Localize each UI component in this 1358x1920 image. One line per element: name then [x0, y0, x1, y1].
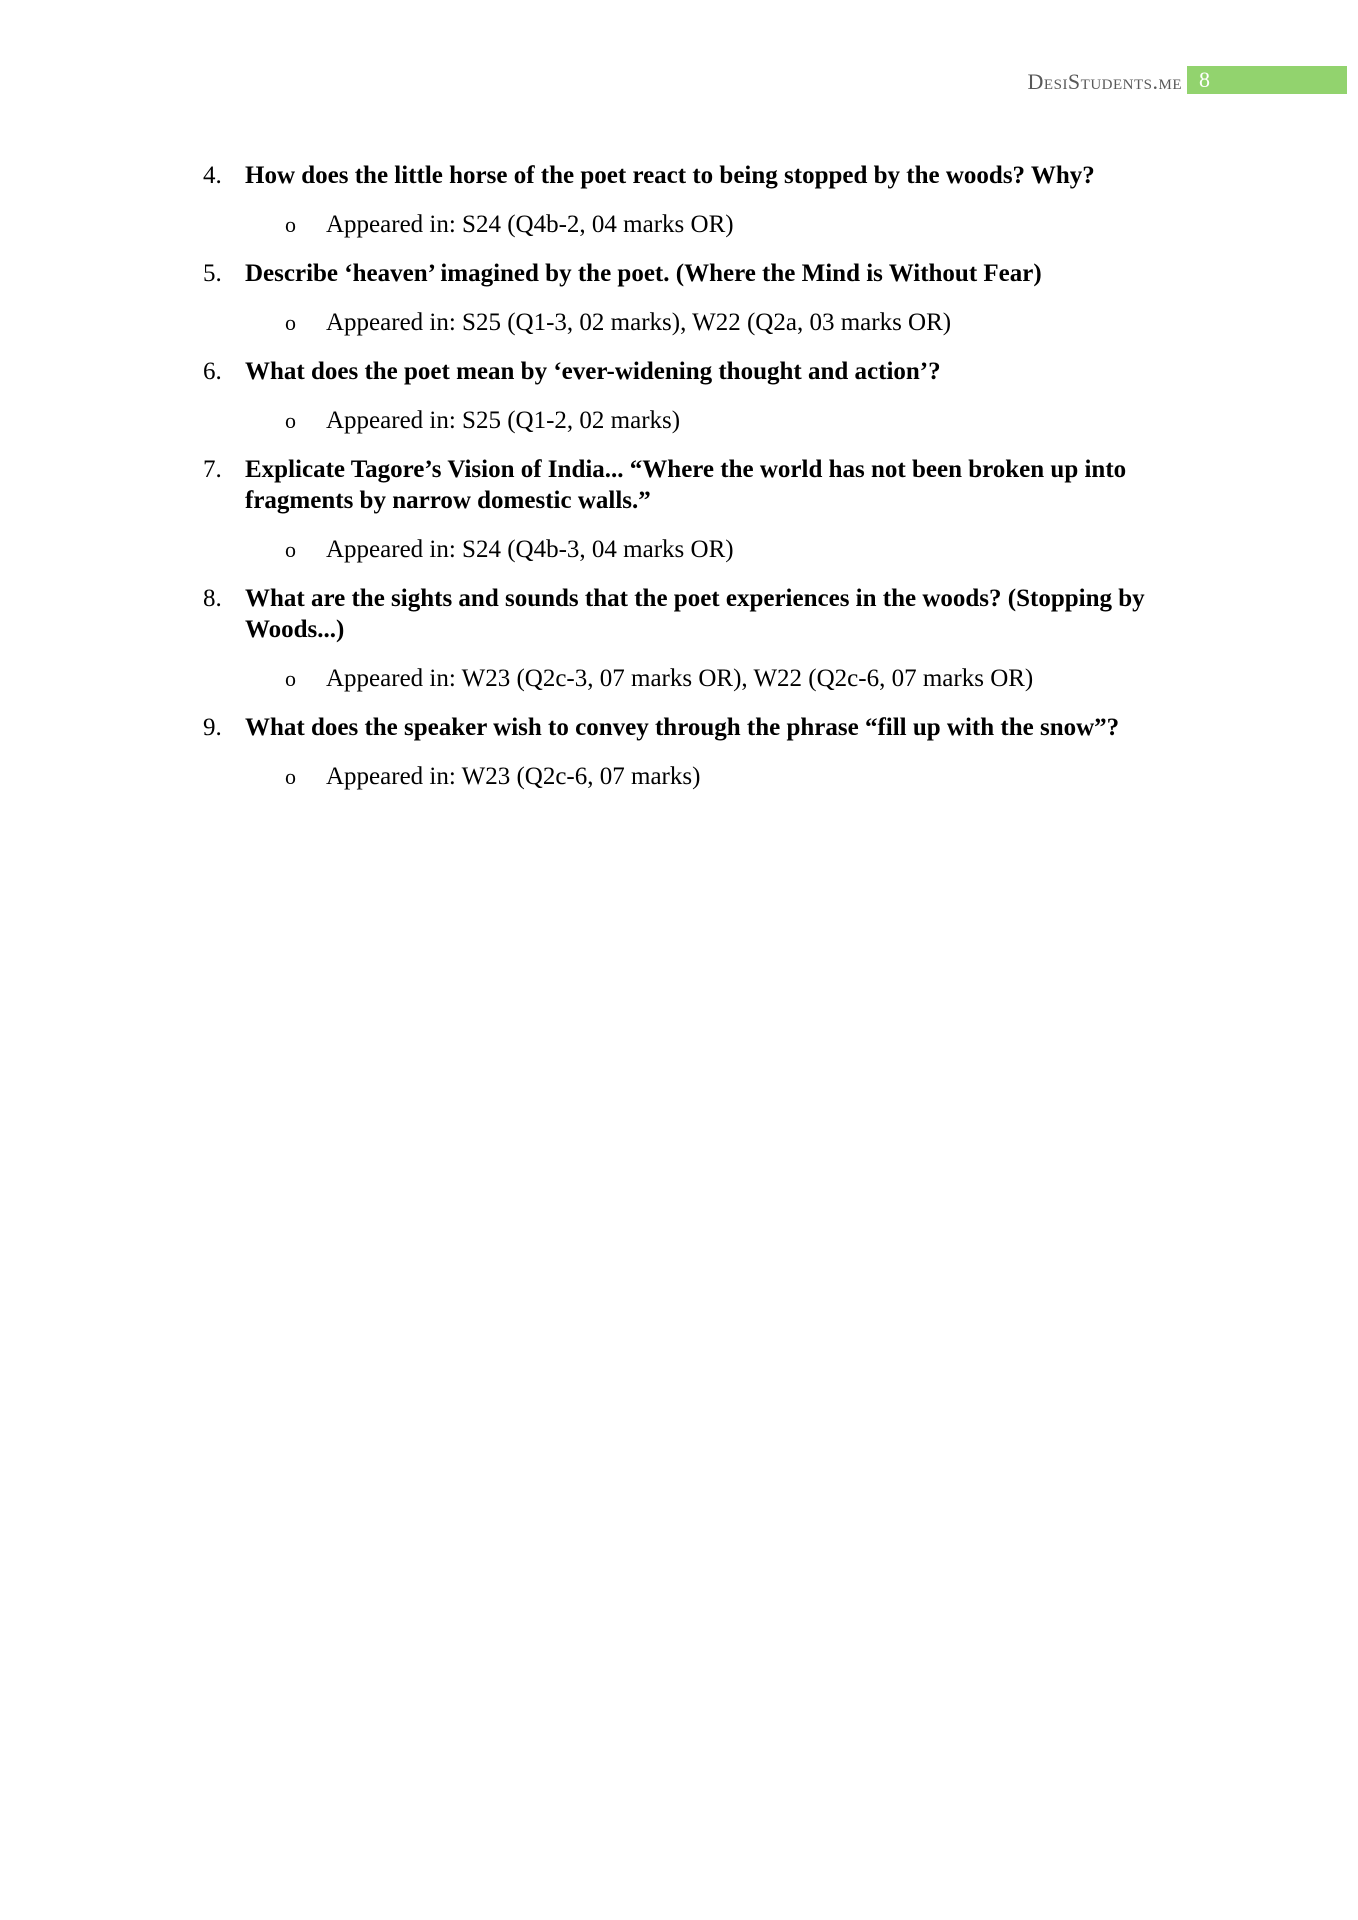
question-number: 6.	[203, 358, 222, 385]
bullet-icon: o	[285, 310, 296, 335]
appeared-in-line	[200, 534, 1160, 565]
question-number: 7.	[203, 456, 222, 483]
bullet-icon: o	[285, 666, 296, 691]
bullet-icon: o	[285, 212, 296, 237]
page-header	[0, 66, 1358, 98]
question-text: What does the speaker wish to convey through the phrase “fill up with the snow”?	[245, 714, 1120, 741]
page-number-box	[1187, 66, 1347, 94]
question-list	[200, 160, 1160, 810]
question-item	[200, 160, 1160, 191]
question-item	[200, 712, 1160, 743]
appeared-in-line	[200, 209, 1160, 240]
appeared-in-line	[200, 761, 1160, 792]
bullet-icon: o	[285, 408, 296, 433]
site-name: DesiStudents.me	[1027, 69, 1182, 94]
question-text: How does the little horse of the poet react to being stopped by the woods? Why?	[245, 162, 1095, 189]
appeared-in-text: Appeared in: S25 (Q1-2, 02 marks)	[326, 407, 681, 434]
page-number: 8	[1199, 67, 1210, 92]
question-text: What does the poet mean by ‘ever-widening thought and action’?	[245, 358, 941, 385]
question-item	[200, 356, 1160, 387]
question-number: 9.	[203, 714, 222, 741]
appeared-in-line	[200, 405, 1160, 436]
question-text: What are the sights and sounds that the poet experiences in the woods? (Stopping by Woods...)	[245, 585, 1145, 643]
question-number: 4.	[203, 162, 222, 189]
question-item	[200, 454, 1160, 516]
question-number: 8.	[203, 585, 222, 612]
question-text: Describe ‘heaven’ imagined by the poet. (Where the Mind is Without Fear)	[245, 260, 1042, 287]
question-item	[200, 583, 1160, 645]
appeared-in-line	[200, 663, 1160, 694]
appeared-in-text: Appeared in: S24 (Q4b-3, 04 marks OR)	[326, 536, 734, 563]
question-text: Explicate Tagore’s Vision of India... “Where the world has not been broken up into fragments by narrow domestic walls.”	[245, 456, 1127, 514]
question-item	[200, 258, 1160, 289]
appeared-in-line	[200, 307, 1160, 338]
appeared-in-text: Appeared in: S24 (Q4b-2, 04 marks OR)	[326, 211, 734, 238]
appeared-in-text: Appeared in: W23 (Q2c-3, 07 marks OR), W22 (Q2c-6, 07 marks OR)	[326, 665, 1034, 692]
bullet-icon: o	[285, 537, 296, 562]
question-number: 5.	[203, 260, 222, 287]
appeared-in-text: Appeared in: W23 (Q2c-6, 07 marks)	[326, 763, 701, 790]
appeared-in-text: Appeared in: S25 (Q1-3, 02 marks), W22 (Q2a, 03 marks OR)	[326, 309, 952, 336]
bullet-icon: o	[285, 764, 296, 789]
